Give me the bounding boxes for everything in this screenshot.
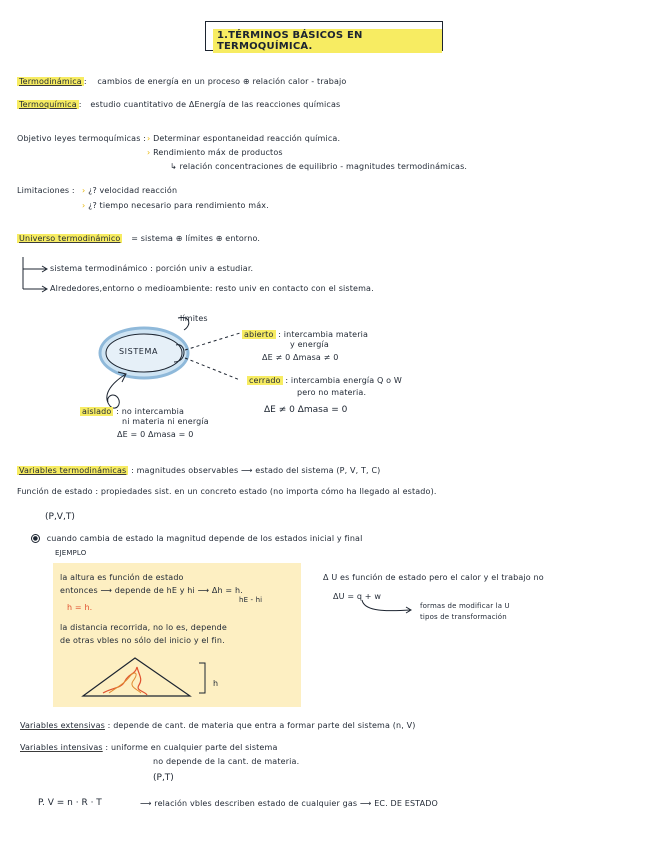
text-termodinamica: cambios de energía en un proceso ⊕ relación calor - trabajo [97, 77, 347, 86]
example-line-2: entonces ⟶ depende de hE y hi ⟶ Δh = h. [60, 586, 243, 595]
universo-alrededores: Alrededores,entorno o medioambiente: resto univ en contacto con el sistema. [50, 284, 374, 293]
extensivas-line [20, 721, 416, 730]
leyes-item-3: ↳ relación concentraciones de equilibrio - magnitudes termodinámicas. [170, 162, 468, 171]
side-line-1: Δ U es función de estado pero el calor y el trabajo no [323, 573, 544, 582]
cuando-line: ● cuando cambia de estado la magnitud depende de los estados inicial y final [32, 534, 363, 543]
def-termodinamica: Termodinámica : cambios de energía en un proceso ⊕ relación calor - trabajo [19, 77, 347, 86]
term-intensivas: Variables intensivas [20, 743, 103, 752]
universo-line [17, 234, 260, 243]
page-title: 1.TÉRMINOS BÁSICOS EN TERMOQUÍMICA. [213, 29, 442, 53]
example-h: h [213, 679, 219, 688]
example-line-2b: hE - hi [239, 596, 263, 604]
diagram-cerrado [247, 376, 402, 385]
term-universo: Universo termodinámico [19, 234, 121, 243]
title-box [205, 21, 443, 51]
example-box [53, 563, 301, 707]
ejemplo-label: EJEMPLO [55, 549, 87, 557]
diagram-abierto [242, 330, 368, 339]
diagram-limites: límites [180, 314, 208, 323]
term-termodinamica: Termodinámica [19, 77, 82, 86]
aislado-text-2: ni materia ni energía [122, 417, 209, 426]
leyes-label: Objetivo leyes termoquímicas : [17, 134, 147, 143]
example-line-5: de otras vbles no sólo del inicio y el fin. [60, 636, 225, 645]
def-termoquimica: Termoquímica : estudio cuantitativo de ΔEnergía de las reacciones químicas [19, 100, 341, 109]
cerrado-term: cerrado [249, 376, 281, 385]
aislado-text-1: : no intercambia [116, 407, 185, 416]
side-line-3: formas de modificar la U [420, 602, 510, 610]
abierto-text-1: : intercambia materia [278, 330, 369, 339]
side-arrow [360, 598, 420, 618]
ecuacion-formula: P. V = n · R · T [38, 798, 102, 808]
cerrado-eq: ΔE ≠ 0 Δmasa = 0 [264, 405, 348, 415]
universo-sistema: sistema termodinámico : porción univ a estudiar. [50, 264, 254, 273]
example-line-4: la distancia recorrida, no lo es, depende [60, 623, 227, 632]
abierto-eq: ΔE ≠ 0 Δmasa ≠ 0 [262, 353, 339, 362]
text-termoquimica: estudio cuantitativo de ΔEnergía de las reacciones químicas [90, 100, 341, 109]
term-variables: Variables termodinámicas [19, 466, 127, 475]
aislado-term: aislado [82, 407, 112, 416]
cerrado-text-1: : intercambia energía Q o W [285, 376, 402, 385]
term-extensivas: Variables extensivas [20, 721, 105, 730]
text-universo: = sistema ⊕ límites ⊕ entorno. [131, 234, 261, 243]
text-variables: : magnitudes observables ⟶ estado del sistema (P, V, T, C) [131, 466, 381, 475]
example-line-3: h = h. [67, 603, 93, 612]
mountain-drawing [73, 653, 273, 703]
aislado-eq: ΔE = 0 Δmasa = 0 [117, 430, 194, 439]
example-line-1: la altura es función de estado [60, 573, 184, 582]
limitaciones-item-1: › ¿? velocidad reacción [82, 186, 178, 195]
variables-line [17, 466, 380, 475]
system-diagram [80, 300, 420, 450]
diagram-aislado [80, 407, 184, 416]
leyes-item-1: › Determinar espontaneidad reacción química. [147, 134, 341, 143]
term-termoquimica: Termoquímica [19, 100, 77, 109]
abierto-text-2: y energía [290, 340, 329, 349]
text-intensivas-3: (P,T) [153, 773, 174, 783]
cerrado-text-2: pero no materia. [297, 388, 367, 397]
leyes-item-2: › Rendimiento máx de productos [147, 148, 283, 157]
text-intensivas-2: no depende de la cant. de materia. [153, 757, 300, 766]
funcion-pvt: (P,V,T) [45, 512, 75, 522]
ecuacion-text: ⟶ relación vbles describen estado de cualquier gas ⟶ EC. DE ESTADO [140, 799, 438, 808]
diagram-sistema: SISTEMA [119, 347, 159, 356]
side-line-4: tipos de transformación [420, 613, 507, 621]
text-intensivas-1: : uniforme en cualquier parte del sistema [105, 743, 278, 752]
funcion-estado: Función de estado : propiedades sist. en un concreto estado (no importa cómo ha llegado al estado). [17, 487, 437, 496]
abierto-term: abierto [244, 330, 274, 339]
intensivas-line [20, 743, 278, 752]
limitaciones-item-2: › ¿? tiempo necesario para rendimiento máx. [82, 201, 269, 210]
universo-branch [20, 255, 50, 297]
side-line-2: ΔU = q + w [333, 592, 382, 601]
text-extensivas: : depende de cant. de materia que entra a formar parte del sistema (n, V) [107, 721, 416, 730]
limitaciones-label: Limitaciones : [17, 186, 75, 195]
